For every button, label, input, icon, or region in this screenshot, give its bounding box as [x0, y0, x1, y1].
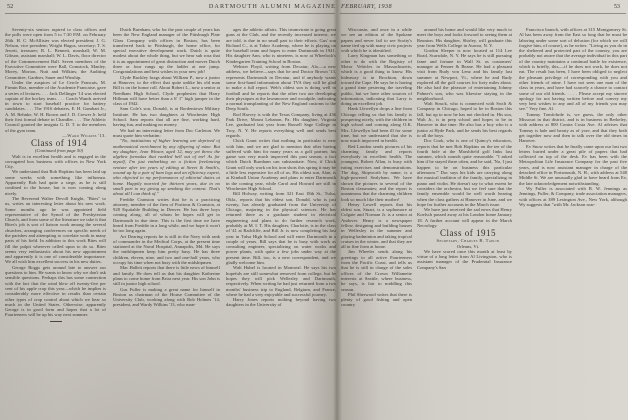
text-block: Hank Llewellyn drops a line from Chicago telling us that his family is prospering nicely, with the children in high school and coming along O.K. Mrs. Llewellyn had been ill for some time, but we understand that she is now much improved in health.: [341, 106, 412, 144]
left-column-1: [5, 27, 106, 408]
text-block: Seventy-six seniors aspired to class offices and the polls were open from 5 to 7:30 P.M. on February 26th. H. C. McAllister was elected president; J. G. Nelson, vice president; Wright Hugus, secretary; T. S. Jewett, treasurer; R. L. Bennett, marshall; W. M. Gibson, assistant marshall; W. L. Davis, floor director of the Commencement Ball. Seven members of the Executive Committee were Ball, Comstock, Manley, Morey, Morton, Nutt and Wilkins; the Auditing Committee, Gardner, Sauer and Winship.: [5, 27, 106, 80]
text-block: George Boggs gets around late to answer our questions to him. He wants to know why we don't ask sensible questions. Perhaps this has some connection with the fact that the wind blew off twenty-five per cent of his apple crop this year—which he implies is considerably more effective in results than certain other types of crop control about which we hear so much in the United States. Otherwise, apparently George is in good form and hopes that a lot of Fourteeners will be up his way next summer.: [5, 264, 106, 318]
text-block: Tommy Tomfohrde is, we guess, the only other Missouri in that district, and is in business in Berkeley, with address at 800 Contra Costa Ave. Al advises that Tommy is hale and hearty as of yore, and that they both get together now and then to talk over the old times in Hanover.: [519, 111, 627, 144]
running-title-right: FEBRUARY, 1938: [341, 3, 392, 10]
text-block: Francisco branch, with offices at 315 Montgomery St. Al has been away from the East so long that he must be laboring under some sort of delusion (for which we will forgive him, of course), as he writes: "Living as you do in the sheltered and protected part of the country, you are probably not aware that the average individual in this part of the country maintains a continual battle for existence, which is briefly, this,—if he does not work, he does not eat. The result has been, I have been obliged to neglect the pleasant privilege of corresponding with you and other friends of mine. I have not seen one man of the class in years, and have had scarcely a chance to contact some of our old friends. . . . . Please accept my sincere apology for not having written before and convey my very best wishes to any and all of my friends you may see." Very fine, Al.: [519, 27, 627, 112]
header-rule-right: [340, 13, 626, 14]
text-block: Harry Jones reports nothing beyond having two daughters in the University of: [226, 297, 336, 308]
text-block: Bill Holway, writing from 321 East 18th St., Tulsa, Okla., reports that his eldest son, Donald, who is just twenty, has already graduated from the University of Chicago, majoring in the physical sciences. He has returned there as a graduate student in electrical engineering and plans to do further research work, probably at M. I. T. His daughter, Charlotte, is in the class of '41 at Radcliffe, and Bill Jr. is now completing his last year in Tulsa High School and will enter Dartmouth in a couple of years. Bill says that he is busy with work as consulting engineer, specializing on water works and power plants, with quite a few jobs under way at the present time. Bill, too, is a new correspondent, and we gladly welcome him.: [226, 191, 336, 266]
running-title-left: DARTMOUTH ALUMNI MAGAZINE: [208, 3, 336, 10]
header-rule-left: [5, 13, 335, 14]
right-column-2: [417, 27, 512, 408]
text-block: (Continued from page 50): [34, 148, 84, 154]
text-block: Wisconsin, and once in a while we see an edition of the Spokane papers and never fail to see Scotty's name tied up with many civic projects with which he is identified.: [341, 27, 412, 54]
text-block: [50, 321, 62, 322]
page-number-right: 53: [613, 3, 620, 10]
text-block: Red London sends pictures of his charming family and reports everybody in excellent health. The youngest, Robert Allan, is busy with eating exercises and demonstrations. The dog, Skipworth by name, is a high-powered Sealyham. We have shown the pictures to several of the Boston classmates; and the report is unanimous that the charming children look so much like their mother!: [341, 143, 412, 202]
text-block: —Ward Wilkins '13.: [62, 132, 106, 138]
text-block: Gordon Sleeper is now located at 114 Lee Road, Scarsdale, N. Y. He says he is still pursuing fame and fortune in Wall St. as customers' manager at Fenner & Beane. He had a pleasant visit from Rudy von Lenz and his family last summer at Newport, Vt., where he and Rudy explored all the golf courses for forty miles about. He also had the pleasure of entertaining Johnny Palmer's son, who was likewise staying in the neighborhood.: [417, 48, 512, 101]
class-heading: Class of 1915: [440, 228, 496, 239]
right-column-1: [341, 27, 412, 408]
text-block: Rod Harvey is with the Texas Company, living at 436 Park Drive, Mount Lebanon, Pa. His daughter, Virginia Lee, graduated last year from Russell Sage College in Troy, N. Y. He reports everything well and sends best regards.: [226, 111, 336, 138]
text-block: Under the auspices of Le Cercle Francais, M. Firmin Roz, member of the Academie Francaise, gave a series of lectures. . . . Jack Dellinger '14 was elected captain of the hockey team. . . . Coach Wands arrived in town to start baseball practice for battery candidates. . . . The 1916 debaters, E. H. Gumbart Jr., A. M. Behnke, W. H. Brown and J. D. Crewer Jr. held their first formal debate in Chandler. . . . The Athletic Council granted the insignia G. D. T. to the members of the gym team.: [5, 79, 106, 133]
text-block: Orleans, Vt.: [456, 243, 480, 249]
text-block: Phil Sherwood writes that there is plenty of good fishing and open country: [341, 291, 412, 308]
text-block: around his home and would like very much to meet the boys and looks forward to seeing them at Reunion. His daughter, Shirley, will graduate this year from Wells College in Aurora, N. Y.: [417, 27, 512, 48]
text-block: Webster Floyd, writing from Decatur, Ala.—a new address, we believe—says that he and Doctor Brown '13, represents Dartmouth in Decatur, and if anybody wants some first-hand information about TVA they will be glad to make a full report. Web's oldest son is doing well in football and he reports that the other two are developing their physiques at the lawnmower and woodpile, indicating a normal transplanting of the New England customs to the Deep South.: [226, 64, 336, 112]
text-block: We have scored once this month at least by virtue of a long letter from Al Livingston, who is assistant manager of the Prudential Insurance Company's San: [417, 248, 512, 270]
text-block: Secretary, Charles R. Taplin: [436, 238, 500, 244]
text-block: Larry Kingman has something or other to do with the Registry of Motor Vehicles in Massachusetts, which is a good thing to know. His hideaway is in Brockton, down toward the Cape. He says he is having a grand time pestering the traveling public, but we have other sources of information, indicating that Larry is doing an excellent job.: [341, 53, 412, 107]
text-block: The Reverend Walter Devoll Knight, "Bites" to us, writes an interesting letter about his new work. Some months ago he was appointed field representative of the Synod of the Presbyterian Church, and from some of the literature we take it that Bites's job is sort of liaison work among the several churches, arranging conferences on specific needs of the parishes and attempting to correlate work in many parts of his field. In addition to this work Bites will fill the pulpit wherever called upon to do so. Bites seems very enthusiastic about his new appointment and apparently it is one of considerable importance. We all wish him excellent success in his new duties.: [5, 195, 106, 265]
right-column-3: [519, 27, 627, 408]
text-block: We have just received the sad news that Henry Koelsch passed away at his London home January 18. A further account will appear in the March Necrology.: [417, 207, 512, 228]
text-block: Freddie Cranston writes that he is a practicing attorney, member of the firm of Portious & Cranston, at 928 Equitable Building in Denver. He has three boys coming along, all of whom he hopes will get to Dartmouth in due time. This is the first time we have heard from Freddie in a long while, and we hope it won't be too long again.: [113, 196, 220, 234]
text-block: Ev Snow writes that he finally came upon our last two letters buried under a great pile of papers that had collected on top of the desk. Ev has been with the Metropolitan Life Insurance Company for the past five years, and is now assistant manager in charge of the detached office in Portsmouth, N. H., with address at 548 Middle St. We are unusually glad to have heard from Ev, the late acknowledgement notwithstanding.: [519, 143, 627, 186]
left-column-3: [226, 27, 336, 408]
text-block: Art Dearing reports he is still in the Navy with rank of commander in the Medical Corps, at the present time stationed at the Naval Hospital, Annapolis, Md. He says the midshipmen keep him pretty busy. He has three children, eleven, nine, and two and one-half years, who occupy his time when not busy with the midshipmen.: [113, 233, 220, 266]
text-block: Gus Fuller is making a great name for himself in Boston as chairman of the House Committee of the University Club, working along with Bob Holmes '14, president, and Wardy Wilkins '13, who man-: [113, 286, 220, 308]
text-block: Walt Hubel is located in Montreal. He says his two hopefuls are still somewhat removed from college, but he hopes they will pick Wellesley and Dartmouth, respectively. When writing he had just returned from a two months' business trip to England, Belgium, and France, where he had a very enjoyable and successful journey.: [226, 265, 336, 297]
text-block: We understand that Bob Hopkins has been laid up some weeks with something like influenza. Apparently Bob had quite a siege, as he is still confined to the house, but is now coming along nicely.: [5, 169, 106, 196]
text-block: Wy Fuller is associated with B. W. Jennings as Jennings, Fuller, & Company, trade association managers, with offices at 389 Lexington Ave., New York, although Wy suggests that "with Mr. Jackson roar-: [519, 185, 627, 207]
text-block: Jim Wheeler sends along his greetings to all active Fourteeners from the Pacific Coast, and tells us that he is still in charge of the sales offices of the Crown Willamette interests at Seattle, where business, he says, is fair to middling this season.: [341, 249, 412, 292]
text-block: "No, institutions of higher learning are deprived of mathematical enrichment by any offspring of mine. But my daughter, Jean Winsor, aged 12, may yet throw the algebra formulas that rankled hell out of me! As for myself, I'm just embarking on a fiction freelancing venture after ten years of editing at Street & Smith's, wound up by a pair of ham legs and an efficiency expert, who objected to my performances of editorial duties at home. Happily married for thirteen years, due in no small part to my giving up smoking the contest. That's about all I can think of.": [113, 138, 220, 197]
text-block: ages the athletic affairs. This triumvirate is going great guns at the Club, and the recently increased interest, we are told, is due in no small part to their efforts. Gus' son Richard C., is at Tabor Academy, where he is playing on the baseball team and hopes to enter Dartmouth in 1941. His daughter Ann, who is nineteen, is now at Wheelock's Kindergarten Training School in Boston.: [226, 27, 336, 64]
class-heading: Class of 1914: [31, 138, 87, 149]
text-block: We had an interesting letter from Doc Carleton. We must quote him verbatim:: [113, 127, 220, 138]
text-block: Walt is in excellent health and is engaged in the corrugated box business with offices in New York City.: [5, 153, 106, 170]
text-block: Dutch Burnham, who for the past couple of years has been the New England manager of the Pittsburgh Plate Glass Company with offices in Boston, has been transferred back to Pittsburgh, the home office, for special executive development work. Dutch is quite modest about the whole thing, but we hear sub rosa that it is an appointment of great distinction and moves Dutch three or four rungs up the ladder at one jump. Congratulations and best wishes in your new job!: [113, 27, 220, 75]
text-block: Chick Grant writes that nothing in particular is new with him, and we are glad to mention that after having suffered with him for many years as a golf partner, his game was very much improved this past season, a fact which Dutch Burnham can substantiate. Now, if Chick Grant will only work on his iron shots this spring it may be a little less expensive for all of us. His oldest son, Alan, is at Kimball Union Academy and plans to enter Dartmouth in the coming year, while Carol and Howard are still in Winchester High School.: [226, 138, 336, 191]
text-block: Doc Cook, who is one of Quincy's educators, reports that he met Bob Hopkins on the tee of the fourth hole at the Marshfield golf links last summer, which sounds quite reasonable. "I asked him if he stayed there often, and he said, 'No, I just happen to be on business this particular afternoon.'" Doc says his kids are carrying along the musical tradition of the family, specializing in piano and violin. He doesn't say to what extent he considers the orchestra, but we feel sure that the family ensemble would be well worth hearing when the class gathers at Hanover in June, and we hope for further accounts in the March issue.: [417, 138, 512, 207]
page-number-left: 52: [7, 3, 14, 10]
text-block: Henry Lowell reports that his eldest son, Stuart, is a sophomore at Colgate and Norman Jr. is a senior at Andover. Henry is a newspaper fellow, designing and building houses in Wellesley in the summer and playing badminton and taking tropical cruises in the winter, and that they are all in fine form at home.: [341, 201, 412, 250]
text-block: Clyde Buckley brags about William P., now a junior at Hanover, to the effect that quite unlike his old man Bill is on the honor roll. About Robert L., now a senior at Needham High School, Clyde prophesies that Harry Hillman will have better than a 6' 1" high jumper in the class of 1942.: [113, 74, 220, 107]
text-block: Walt Struck, who is connected with Swift & Company in Chicago, hoped to be in Boston this fall, but up to now he has not checked in. His son, Walt Jr., is in prep school and hopes to be in Hanover in due time. He also has a boy who is a junior at Hyde Park, and he sends his best regards to all the boys.: [417, 101, 512, 138]
text-block: Mac Hallett reports that there is little news of himself and family. He does tell us that his daughter Katherine plans to come home from Briar next year. His son John is still in junior high school.: [113, 265, 220, 287]
left-column-2: [113, 27, 220, 408]
text-block: Sam Cole's son, Donald, is at Bordentown Military Institute. He has two daughters at Winchester High School. Sam reports that all are fine, working hard, having fun, and making no money.: [113, 106, 220, 128]
running-heads: [0, 3, 628, 13]
